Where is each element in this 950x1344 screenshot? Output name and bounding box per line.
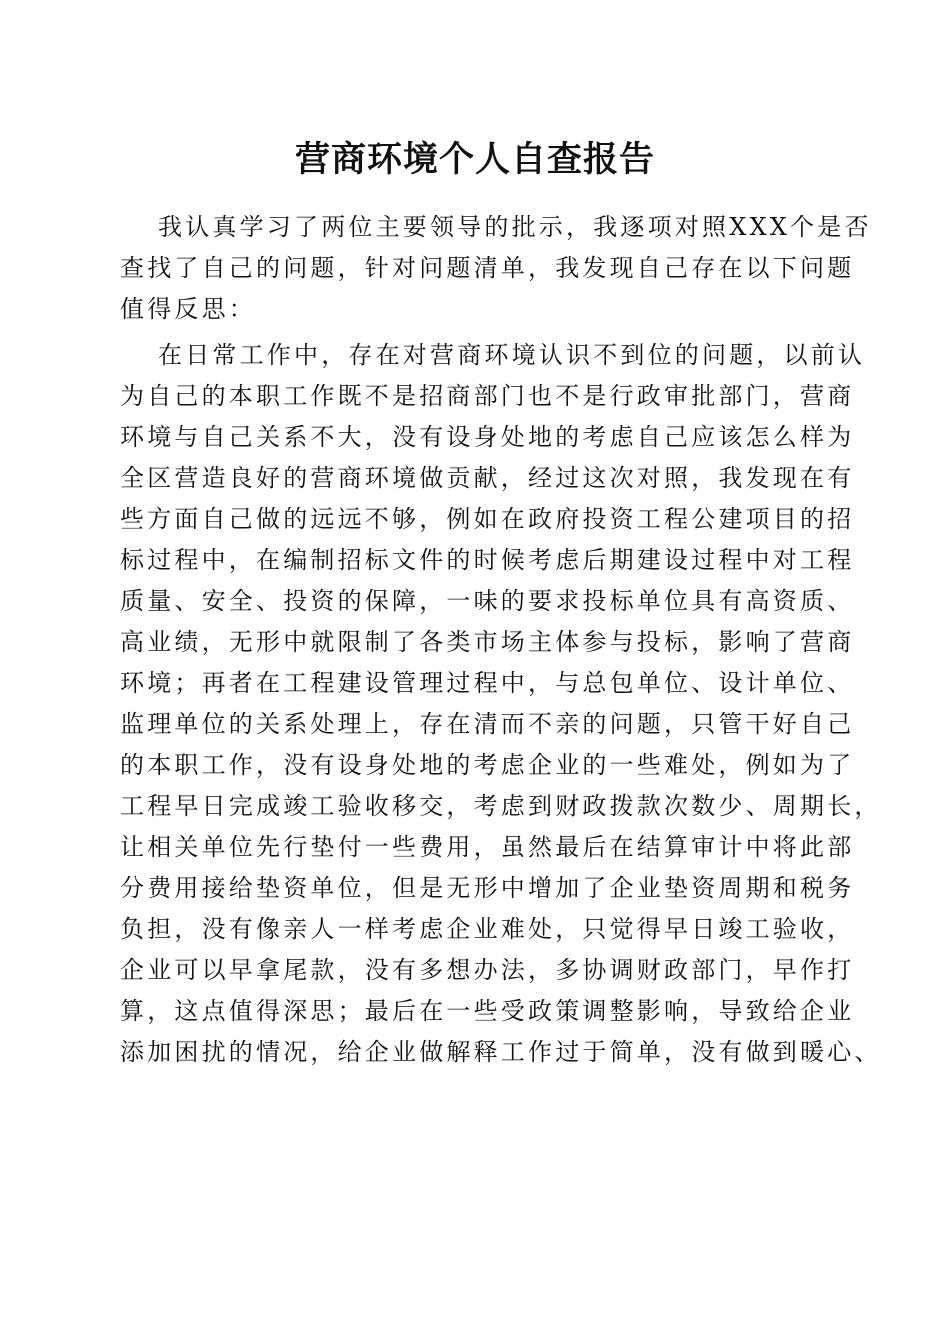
- text-line: 工程早日完成竣工验收移交，考虑到财政拨款次数少、周期长，: [120, 792, 882, 820]
- text-line: 查找了自己的问题，针对问题清单，我发现自己存在以下问题: [120, 254, 855, 282]
- text-line: 添加困扰的情况，给企业做解释工作过于简单，没有做到暖心、: [120, 1038, 882, 1066]
- text-line: 分费用接给垫资单位，但是无形中增加了企业垫资周期和税务: [120, 874, 855, 902]
- text-line: 质量、安全、投资的保障，一味的要求投标单位具有高资质、: [120, 587, 855, 615]
- text-line: 算，这点值得深思；最后在一些受政策调整影响，导致给企业: [120, 997, 855, 1025]
- text-line: 负担，没有像亲人一样考虑企业难处，只觉得早日竣工验收，: [120, 915, 855, 943]
- text-line: 企业可以早拿尾款，没有多想办法，多协调财政部门，早作打: [120, 956, 855, 984]
- text-line: 值得反思：: [120, 295, 256, 323]
- text-line: 全区营造良好的营商环境做贡献，经过这次对照，我发现在有: [120, 464, 855, 492]
- text-line: 环境与自己关系不大，没有设身处地的考虑自己应该怎么样为: [120, 423, 855, 451]
- text-line: 高业绩，无形中就限制了各类市场主体参与投标，影响了营商: [120, 628, 855, 656]
- page-title: 营商环境个人自查报告: [294, 139, 655, 180]
- text-line: 为自己的本职工作既不是招商部门也不是行政审批部门，营商: [120, 382, 855, 410]
- document-body: [120, 207, 882, 1073]
- text-line: 让相关单位先行垫付一些费用，虽然最后在结算审计中将此部: [120, 833, 855, 861]
- text-line: 些方面自己做的远远不够，例如在政府投资工程公建项目的招: [120, 505, 855, 533]
- text-line: 我认真学习了两位主要领导的批示，我逐项对照XXX个是否: [158, 213, 872, 241]
- text-line: 标过程中，在编制招标文件的时候考虑后期建设过程中对工程: [120, 546, 855, 574]
- text-line: 环境；再者在工程建设管理过程中，与总包单位、设计单位、: [120, 669, 855, 697]
- text-line: 的本职工作，没有设身处地的考虑企业的一些难处，例如为了: [120, 751, 855, 779]
- paragraph-1: [120, 207, 872, 330]
- paragraph-2: [120, 335, 882, 1073]
- text-line: 在日常工作中，存在对营商环境认识不到位的问题，以前认: [158, 341, 866, 369]
- text-line: 监理单位的关系处理上，存在清而不亲的问题，只管干好自己: [120, 710, 855, 738]
